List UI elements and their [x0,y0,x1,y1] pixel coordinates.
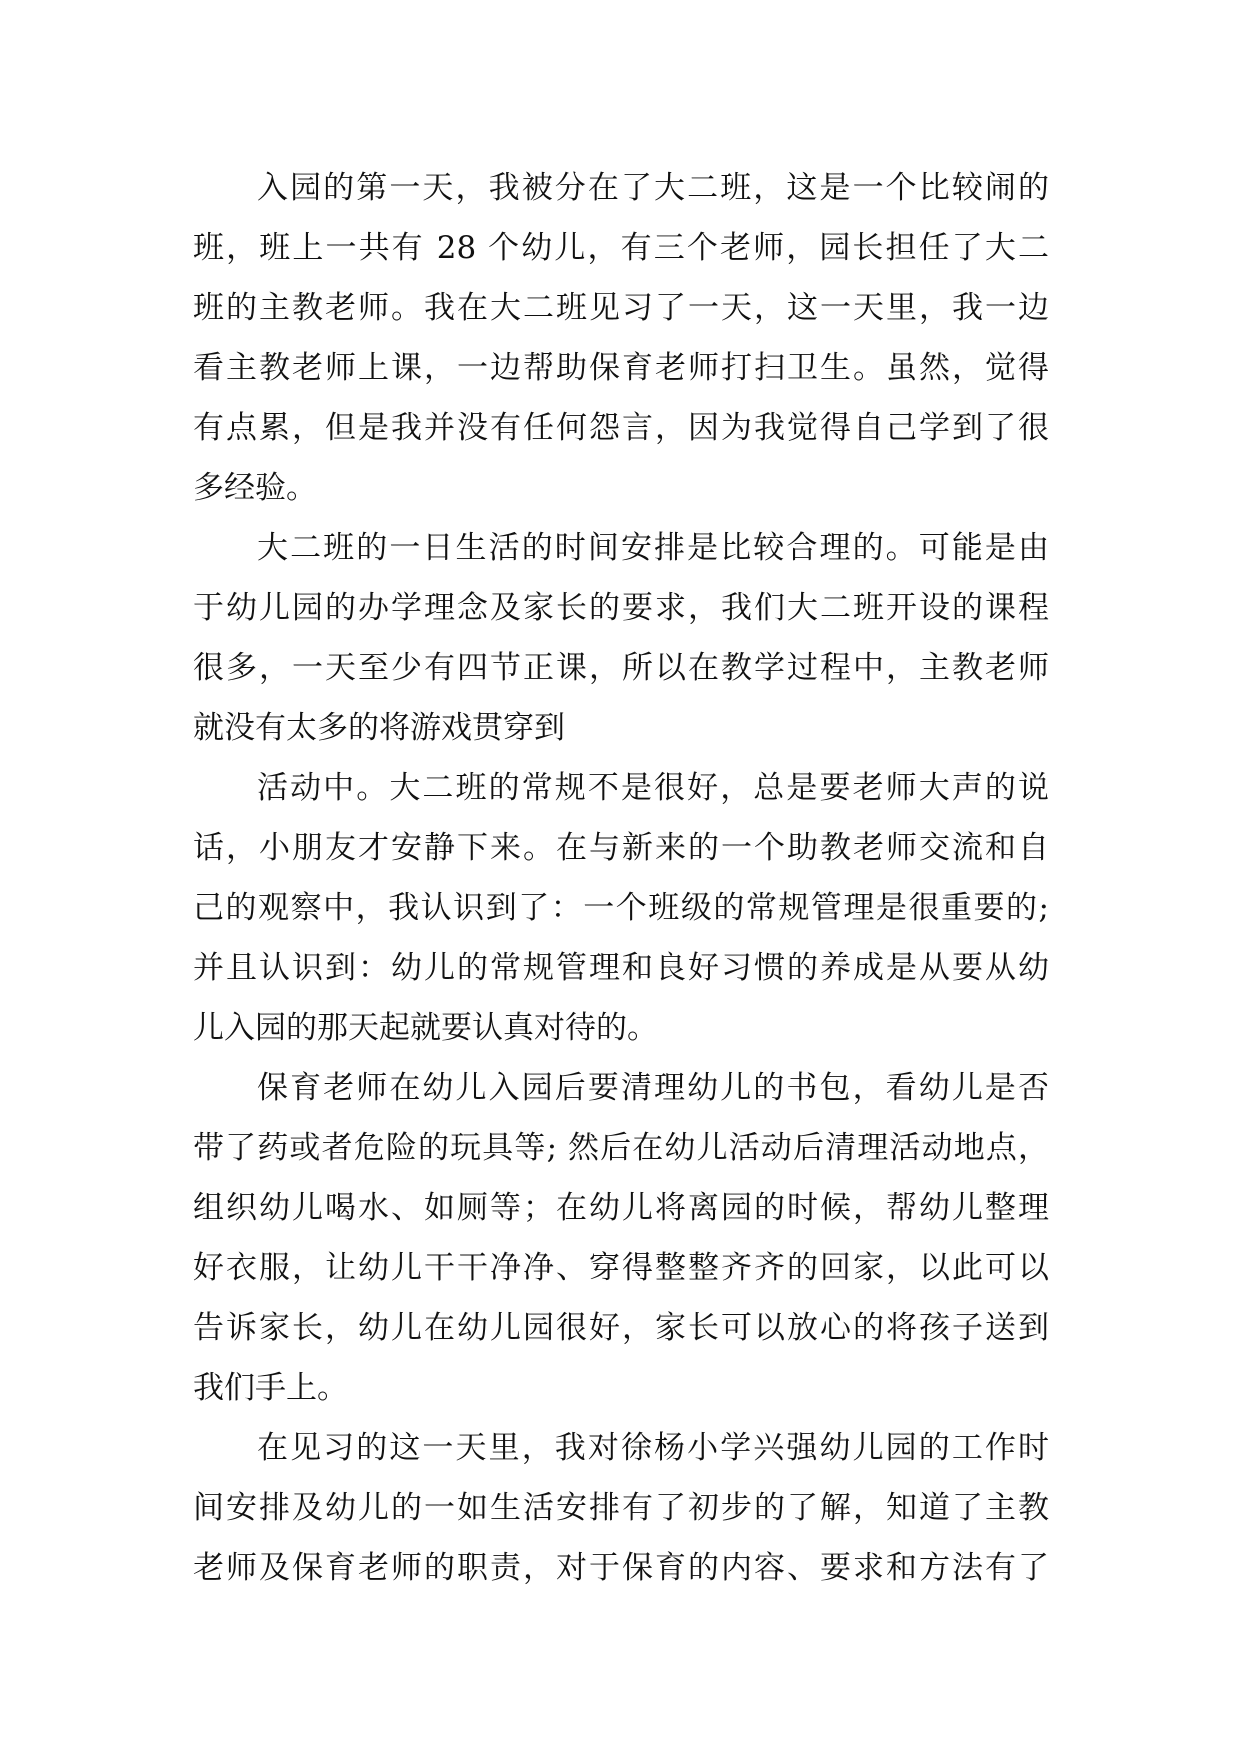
paragraph-3 [193,758,1049,1058]
text-line: 组织幼儿喝水、如厕等；在幼儿将离园的时候，帮幼儿整理 [193,1190,1049,1226]
text-line: 带了药或者危险的玩具等; 然后在幼儿活动后清理活动地点， [193,1130,1049,1166]
text-line: 己的观察中，我认识到了：一个班级的常规管理是很重要的; [193,890,1049,926]
text-line: 在见习的这一天里，我对徐杨小学兴强幼儿园的工作时 [257,1430,1049,1466]
text-line: 多经验。 [193,470,317,506]
text-line: 班的主教老师。我在大二班见习了一天，这一天里，我一边 [193,290,1049,326]
paragraph-4 [193,1058,1049,1418]
text-line: 活动中。大二班的常规不是很好，总是要老师大声的说 [257,770,1049,806]
text-line: 并且认识到：幼儿的常规管理和良好习惯的养成是从要从幼 [193,950,1049,986]
text-line: 老师及保育老师的职责，对于保育的内容、要求和方法有了 [193,1550,1049,1586]
text-line: 告诉家长，幼儿在幼儿园很好，家长可以放心的将孩子送到 [193,1310,1049,1346]
text-line: 很多，一天至少有四节正课，所以在教学过程中，主教老师 [193,650,1049,686]
text-line: 间安排及幼儿的一如生活安排有了初步的了解，知道了主教 [193,1490,1049,1526]
text-line: 好衣服，让幼儿干干净净、穿得整整齐齐的回家，以此可以 [193,1250,1049,1286]
text-line: 我们手上。 [193,1370,348,1406]
text-line: 入园的第一天，我被分在了大二班，这是一个比较闹的 [257,170,1049,206]
body-text [193,158,1049,1598]
text-line: 班，班上一共有 28 个幼儿，有三个老师，园长担任了大二 [193,230,1049,266]
text-line: 于幼儿园的办学理念及家长的要求，我们大二班开设的课程 [193,590,1049,626]
text-line: 儿入园的那天起就要认真对待的。 [193,1010,658,1046]
text-line: 有点累，但是我并没有任何怨言，因为我觉得自己学到了很 [193,410,1049,446]
text-line: 就没有太多的将游戏贯穿到 [193,710,565,746]
paragraph-5 [193,1418,1049,1598]
text-line: 看主教老师上课，一边帮助保育老师打扫卫生。虽然，觉得 [193,350,1049,386]
paragraph-1 [193,158,1049,518]
text-line: 保育老师在幼儿入园后要清理幼儿的书包，看幼儿是否 [257,1070,1049,1106]
paragraph-2 [193,518,1049,758]
text-line: 话，小朋友才安静下来。在与新来的一个助教老师交流和自 [193,830,1049,866]
text-line: 大二班的一日生活的时间安排是比较合理的。可能是由 [257,530,1049,566]
